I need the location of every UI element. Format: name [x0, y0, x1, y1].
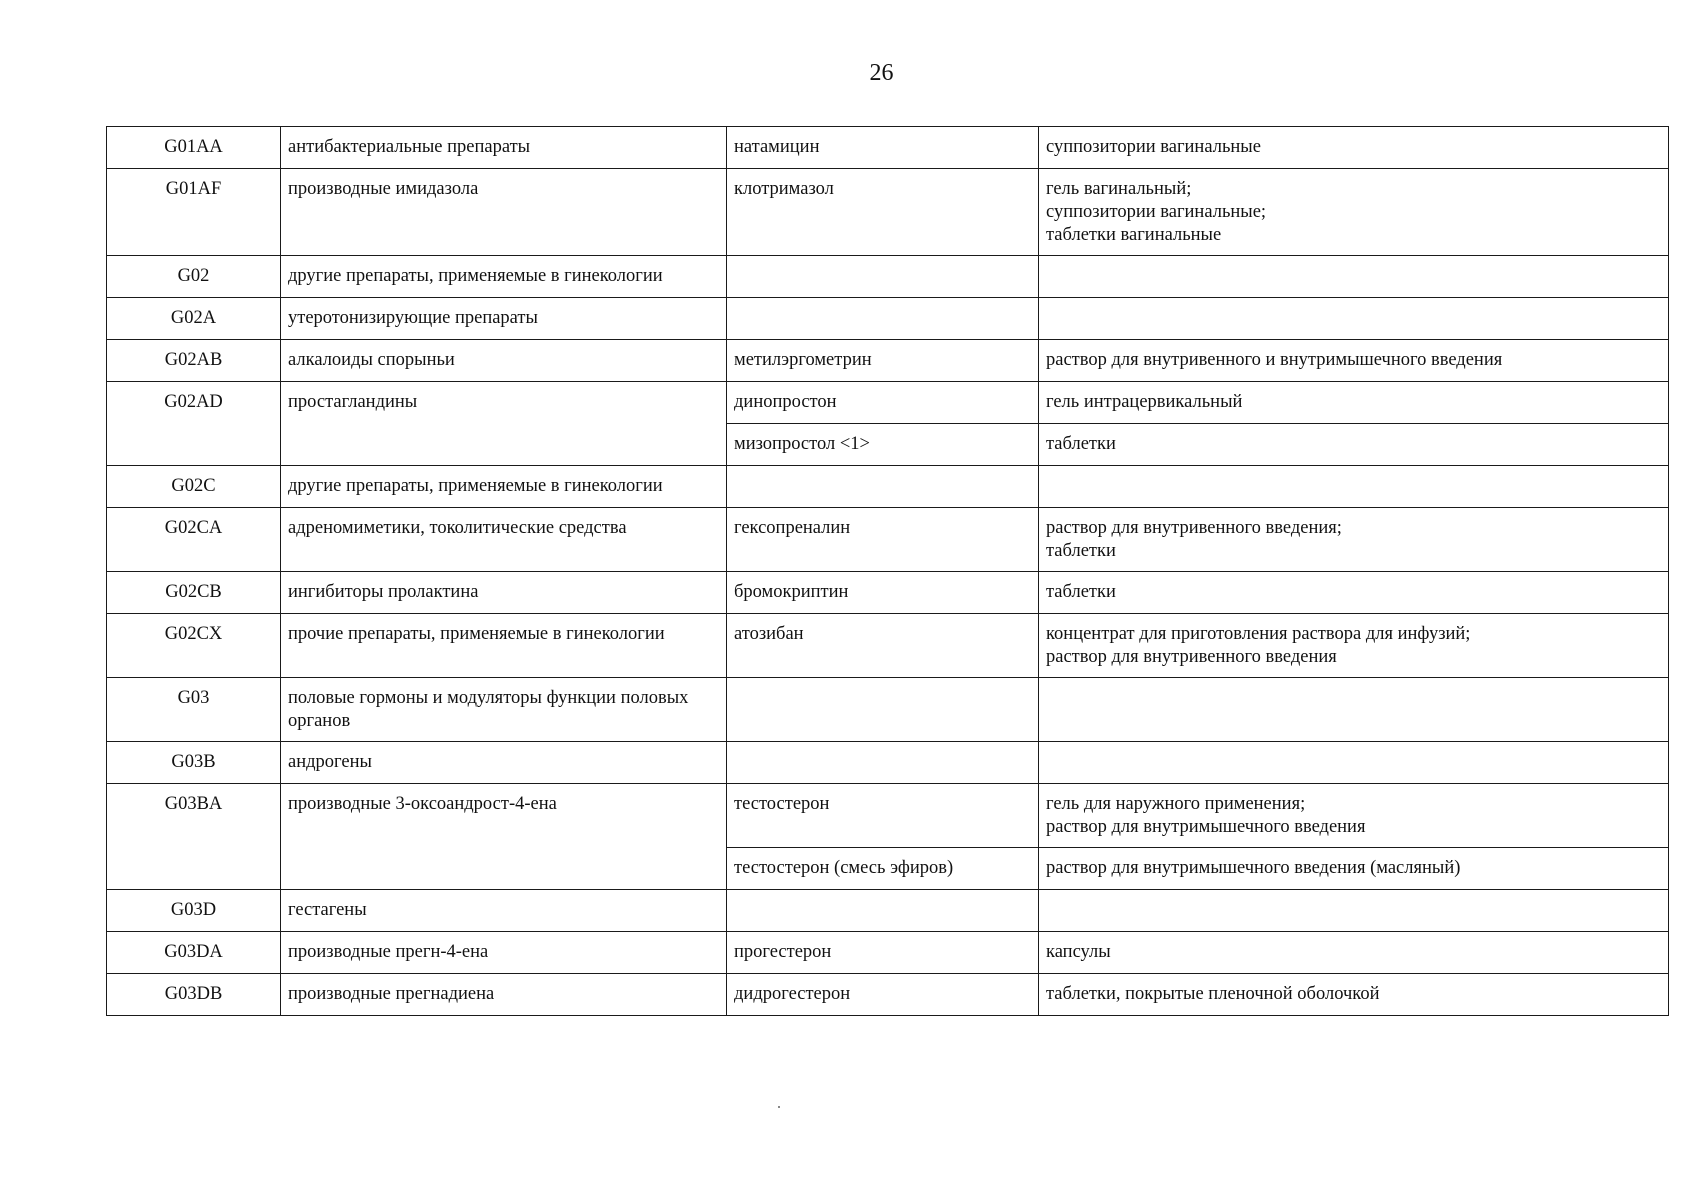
anatomical-group-cell: производные имидазола [281, 169, 727, 256]
atc-code-cell: G02CA [107, 508, 281, 572]
anatomical-group-cell: антибактериальные препараты [281, 127, 727, 169]
table-row [107, 466, 1669, 508]
atc-code-cell: G03BA [107, 784, 281, 890]
drug-name-cell [727, 466, 1039, 508]
dosage-form-line: капсулы [1046, 942, 1111, 962]
drug-name-cell: прогестерон [727, 932, 1039, 974]
dosage-forms-cell [1039, 340, 1669, 382]
drug-name-cell [727, 678, 1039, 742]
dosage-forms-cell [1039, 382, 1669, 424]
dosage-forms-cell [1039, 614, 1669, 678]
dosage-forms-cell [1039, 256, 1669, 298]
table-row [107, 298, 1669, 340]
scan-speck [778, 1106, 780, 1108]
page-number: 26 [869, 60, 894, 86]
anatomical-group-cell: другие препараты, применяемые в гинекологии [281, 466, 727, 508]
drug-classification-table [106, 126, 1669, 1016]
atc-code-cell: G02CB [107, 572, 281, 614]
table-row [107, 890, 1669, 932]
atc-code-cell: G01AA [107, 127, 281, 169]
dosage-forms-cell [1039, 169, 1669, 256]
dosage-form-line: гель для наружного применения; [1046, 794, 1306, 814]
dosage-forms-cell [1039, 298, 1669, 340]
dosage-forms-cell [1039, 572, 1669, 614]
drug-name-cell: клотримазол [727, 169, 1039, 256]
dosage-form-line: таблетки [1046, 541, 1116, 561]
anatomical-group-cell: половые гормоны и модуляторы функции половых органов [281, 678, 727, 742]
anatomical-group-cell: гестагены [281, 890, 727, 932]
dosage-form-line: концентрат для приготовления раствора для инфузий; [1046, 624, 1471, 644]
table-row [107, 614, 1669, 678]
drug-name-cell [727, 890, 1039, 932]
drug-name-cell [727, 742, 1039, 784]
dosage-form-line: таблетки [1046, 434, 1116, 454]
table-body [107, 127, 1669, 1016]
anatomical-group-cell: другие препараты, применяемые в гинекологии [281, 256, 727, 298]
table-row [107, 784, 1669, 848]
atc-code-cell: G02CX [107, 614, 281, 678]
atc-code-cell: G02 [107, 256, 281, 298]
drug-name-cell: тестостерон (смесь эфиров) [727, 848, 1039, 890]
table-row [107, 678, 1669, 742]
dosage-form-line: раствор для внутривенного введения; [1046, 518, 1342, 538]
dosage-forms-cell [1039, 466, 1669, 508]
drug-name-cell: дидрогестерон [727, 974, 1039, 1016]
drug-name-cell: мизопростол <1> [727, 424, 1039, 466]
dosage-form-line: таблетки вагинальные [1046, 225, 1222, 245]
table-row [107, 256, 1669, 298]
dosage-form-line: таблетки, покрытые пленочной оболочкой [1046, 984, 1380, 1004]
dosage-form-line: раствор для внутримышечного введения (масляный) [1046, 858, 1461, 878]
drug-name-cell: атозибан [727, 614, 1039, 678]
drug-name-cell [727, 298, 1039, 340]
anatomical-group-cell: производные 3-оксоандрост-4-ена [281, 784, 727, 890]
table-row [107, 127, 1669, 169]
anatomical-group-cell: производные прегнадиена [281, 974, 727, 1016]
anatomical-group-cell: прочие препараты, применяемые в гинекологии [281, 614, 727, 678]
atc-code-cell: G03B [107, 742, 281, 784]
anatomical-group-cell: ингибиторы пролактина [281, 572, 727, 614]
dosage-forms-cell [1039, 742, 1669, 784]
dosage-form-line: суппозитории вагинальные [1046, 137, 1261, 157]
anatomical-group-cell: адреномиметики, токолитические средства [281, 508, 727, 572]
table-row [107, 382, 1669, 424]
dosage-form-line: таблетки [1046, 582, 1116, 602]
dosage-forms-cell [1039, 932, 1669, 974]
table-row [107, 508, 1669, 572]
atc-code-cell: G03DB [107, 974, 281, 1016]
dosage-forms-cell [1039, 848, 1669, 890]
drug-name-cell: метилэргометрин [727, 340, 1039, 382]
dosage-form-line: раствор для внутривенного введения [1046, 647, 1337, 667]
dosage-forms-cell [1039, 678, 1669, 742]
anatomical-group-cell: производные прегн-4-ена [281, 932, 727, 974]
drug-name-cell [727, 256, 1039, 298]
anatomical-group-cell: простагландины [281, 382, 727, 466]
drug-name-cell: бромокриптин [727, 572, 1039, 614]
atc-code-cell: G01AF [107, 169, 281, 256]
dosage-form-line: раствор для внутримышечного введения [1046, 817, 1366, 837]
dosage-forms-cell [1039, 784, 1669, 848]
anatomical-group-cell: алкалоиды спорыньи [281, 340, 727, 382]
dosage-forms-cell [1039, 974, 1669, 1016]
dosage-forms-cell [1039, 890, 1669, 932]
atc-code-cell: G02AB [107, 340, 281, 382]
table-row [107, 974, 1669, 1016]
drug-name-cell: динопростон [727, 382, 1039, 424]
atc-code-cell: G02AD [107, 382, 281, 466]
atc-code-cell: G03 [107, 678, 281, 742]
table-row [107, 742, 1669, 784]
anatomical-group-cell: утеротонизирующие препараты [281, 298, 727, 340]
table-row [107, 932, 1669, 974]
atc-code-cell: G03D [107, 890, 281, 932]
drug-name-cell: тестостерон [727, 784, 1039, 848]
anatomical-group-cell: андрогены [281, 742, 727, 784]
atc-code-cell: G02A [107, 298, 281, 340]
dosage-form-line: раствор для внутривенного и внутримышечного введения [1046, 350, 1503, 370]
dosage-forms-cell [1039, 424, 1669, 466]
drug-name-cell: натамицин [727, 127, 1039, 169]
drug-name-cell: гексопреналин [727, 508, 1039, 572]
atc-code-cell: G03DA [107, 932, 281, 974]
table-row [107, 169, 1669, 256]
dosage-form-line: суппозитории вагинальные; [1046, 202, 1267, 222]
dosage-forms-cell [1039, 508, 1669, 572]
dosage-form-line: гель вагинальный; [1046, 179, 1192, 199]
atc-code-cell: G02C [107, 466, 281, 508]
dosage-form-line: гель интрацервикальный [1046, 392, 1243, 412]
table-row [107, 572, 1669, 614]
table-row [107, 340, 1669, 382]
dosage-forms-cell [1039, 127, 1669, 169]
